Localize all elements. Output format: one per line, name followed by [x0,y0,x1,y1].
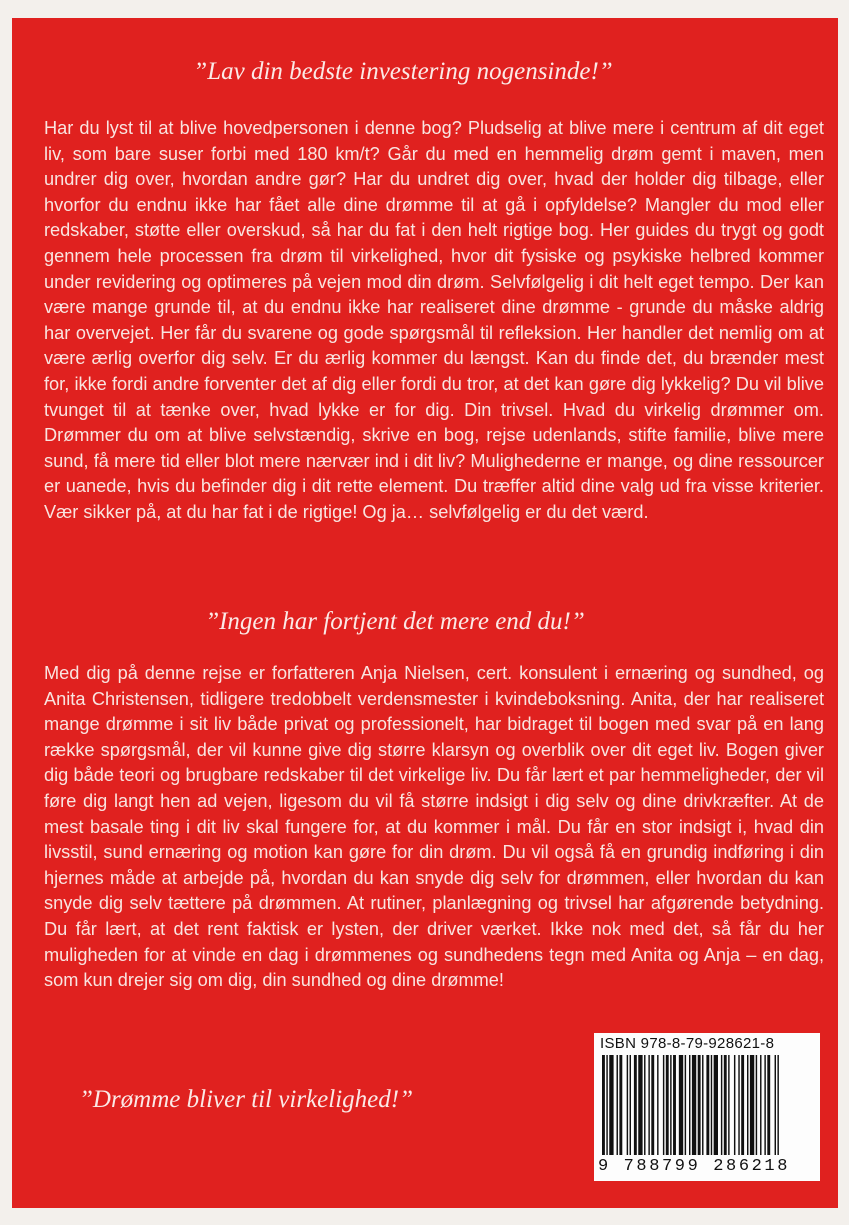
barcode-bar [619,1055,622,1155]
barcode-bar [721,1055,722,1155]
barcode-bar [630,1055,631,1155]
barcode-bar [644,1055,645,1155]
barcode-bar [679,1055,683,1155]
ean-digits: 9 788799 286218 [598,1157,791,1176]
barcode-bar [606,1055,607,1155]
barcode-bar [663,1055,664,1155]
barcode-bar [756,1055,757,1155]
barcode-bar [706,1055,709,1155]
top-quote: ”Lav din bedste investering nogensinde!” [193,58,613,85]
barcode-bar [602,1055,605,1155]
barcode-bar [609,1055,613,1155]
barcode-bar [689,1055,690,1155]
barcode-bar [692,1055,696,1155]
barcode-bar [738,1055,739,1155]
barcode-bar [760,1055,761,1155]
barcode-bar [775,1055,776,1155]
barcode-bar [734,1055,735,1155]
barcode-bar [747,1055,748,1155]
barcode-bars [602,1055,812,1155]
barcode-bar [617,1055,618,1155]
bottom-quote: ”Drømme bliver til virkelighed!” [79,1086,413,1113]
barcode-bar [670,1055,671,1155]
barcode-bar [702,1055,703,1155]
barcode-bar [724,1055,727,1155]
barcode-bar [750,1055,754,1155]
barcode-bar [648,1055,649,1155]
barcode-bar [777,1055,778,1155]
back-cover [12,18,838,1208]
barcode-bar [767,1055,770,1155]
isbn-label: ISBN 978-8-79-928621-8 [600,1035,775,1052]
barcode-bar [698,1055,701,1155]
barcode-bar [728,1055,729,1155]
barcode-bar [634,1055,637,1155]
barcode-bar [714,1055,718,1155]
blurb-paragraph-1: Har du lyst til at blive hovedpersonen i denne bog? Pludselig at blive mere i centrum af dit eget liv, som bare suser forbi med 180 km/t? Går du med en hemmelig drøm gemt i maven, men undrer dig over, hvordan andre gør? Har du undret dig over, hvad der holder dig tilbage, eller hvorfor du endnu ikke har fået alle dine drømme til at gå i opfyldelse? Mangler du mod eller redskaber, støtte eller overskud, så har du fat i den helt rigtige bog. Her guides du trygt og godt gennem hele processen fra drøm til virkelighed, hvor dit fysiske og psykiske helbred kommer under revidering og optimeres på vejen mod din drøm. Selvfølgelig i dit helt eget tempo. Der kan være mange grunde til, at du endnu ikke har realiseret dine drømme - grunde du måske aldrig har overvejet. Her får du svarene og gode spørgsmål til refleksion. Her handler det nemlig om at være ærlig overfor dig selv. Er du ærlig kommer du længst. Kan du finde det, du brænder mest for, ikke fordi andre forventer det af dig eller fordi du tror, at det kan gøre dig lykkelig? Du vil blive tvunget til at tænke over, hvad lykke er for dig. Din trivsel. Hvad du virkelig drømmer om. Drømmer du om at blive selvstændig, skrive en bog, rejse udenlands, stifte familie, blive mere sund, få mere tid eller blot mere nærvær ind i dit liv? Mulighederne er mange, og dine ressourcer er uanede, hvis du befinder dig i dit rette element. Du træffer altid dine valg ud fra visse kriterier. Vær sikker på, at du har fat i de rigtige! Og ja… selvfølgelig er du det værd. [44,118,824,522]
barcode-bar [764,1055,765,1155]
barcode-bar [666,1055,669,1155]
barcode-bar [741,1055,744,1155]
barcode-bar [711,1055,712,1155]
isbn-barcode [594,1033,820,1181]
barcode-bar [673,1055,676,1155]
barcode-bar [638,1055,642,1155]
blurb-paragraph-2: Med dig på denne rejse er forfatteren Anja Nielsen, cert. konsulent i ernæring og sundhed, og Anita Christensen, tidligere tredobbelt verdensmester i kvindeboksning. Anita, der har realiseret mange drømme i sit liv både privat og professionelt, har bidraget til bogen med svar på en lang række spørgsmål, der vil kunne give dig større klarsyn og overblik over dit eget liv. Bogen giver dig både teori og brugbare redskaber til det virkelige liv. Du får lært et par hemmeligheder, der vil føre dig langt hen ad vejen, ligesom du vil få større indsigt i dig selv og dine drivkræfter. At de mest basale ting i dit liv skal fungere for, at du kommer i mål. Du får en stor indsigt i, hvad din livsstil, sund ernæring og motion kan gøre for din drøm. Du vil også få en grundig indføring i din hjernes måde at arbejde på, hvordan du kan snyde dig selv for drømmen, eller hvordan du kan snyde dig selv tættere på drømmen. At rutiner, planlægning og trivsel har afgørende betydning. Du får lært, at det rent faktisk er lysten, der driver værket. Ikke nok med det, så får du her muligheden for at vinde en dag i drømmenes og sundhedens tegn med Anita og Anja – en dag, som kun drejer sig om dig, din sundhed og dine drømme! [44,663,824,991]
middle-quote: ”Ingen har fortjent det mere end du!” [205,608,585,635]
barcode-bar [657,1055,658,1155]
barcode-bar [685,1055,686,1155]
barcode-bar [651,1055,654,1155]
barcode-bar [627,1055,628,1155]
